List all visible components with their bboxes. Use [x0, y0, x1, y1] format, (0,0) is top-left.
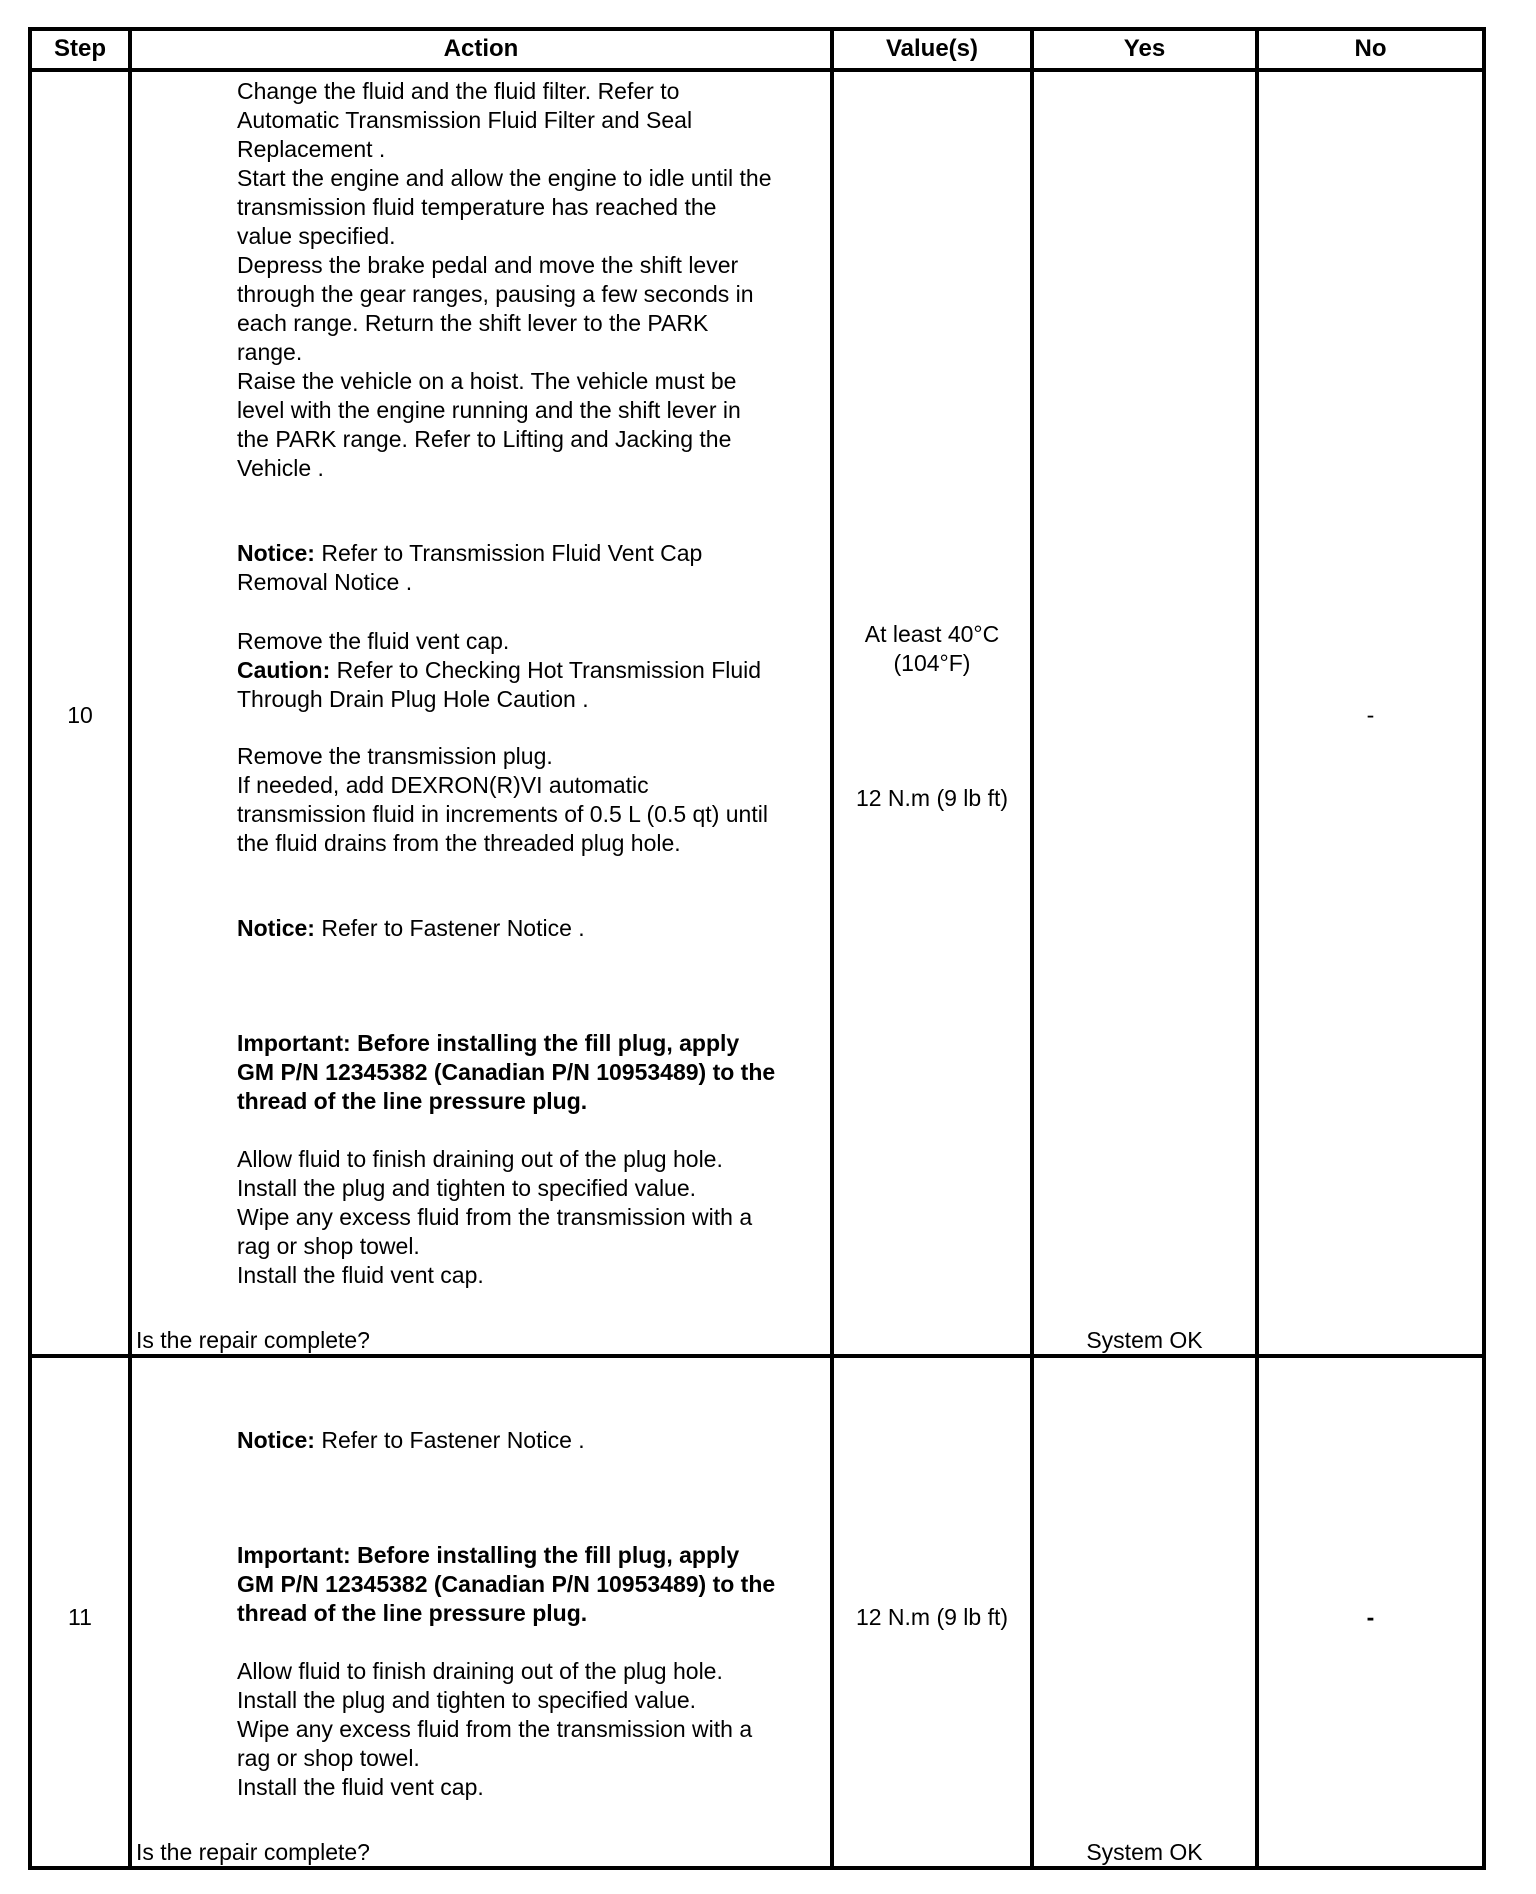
header-step: Step	[53, 35, 106, 62]
action-line: Remove the transmission plug.	[237, 743, 553, 769]
action-line: Removal Notice .	[237, 569, 413, 595]
table-border-right	[1482, 27, 1486, 1870]
header-yes: Yes	[1123, 35, 1166, 62]
col-divider-yes	[1255, 27, 1259, 1870]
step-number: 11	[68, 1604, 92, 1630]
action-line: Install the fluid vent cap.	[237, 1774, 484, 1800]
important-line: GM P/N 12345382 (Canadian P/N 10953489) to the	[237, 1059, 776, 1085]
action-line: Start the engine and allow the engine to idle until the	[237, 165, 772, 191]
action-line: value specified.	[237, 223, 396, 249]
action-line: Depress the brake pedal and move the shift lever	[237, 252, 739, 278]
important-line: Important: Before installing the fill plug, apply	[237, 1030, 740, 1056]
yes-result: System OK	[1086, 1839, 1203, 1865]
notice-label: Notice:	[237, 1427, 315, 1453]
yes-result: System OK	[1086, 1327, 1203, 1353]
notice-label: Notice:	[237, 915, 315, 941]
action-line: Install the fluid vent cap.	[237, 1262, 484, 1288]
action-line: through the gear ranges, pausing a few seconds in	[237, 281, 754, 307]
action-line: If needed, add DEXRON(R)VI automatic	[237, 772, 649, 798]
table-border-top	[28, 27, 1486, 31]
value-text: 12 N.m (9 lb ft)	[855, 785, 1009, 811]
notice-label: Notice:	[237, 540, 315, 566]
caution	[237, 656, 761, 685]
action-line: the fluid drains from the threaded plug hole.	[237, 830, 681, 856]
notice	[237, 914, 585, 943]
caution-label: Caution:	[237, 657, 331, 683]
header-action: Action	[443, 35, 519, 62]
action-line: level with the engine running and the shift lever in	[237, 397, 741, 423]
col-divider-action	[830, 27, 834, 1870]
action-line: Change the fluid and the fluid filter. Refer to	[237, 78, 680, 104]
no-result: -	[1366, 702, 1375, 728]
action-line: Install the plug and tighten to specified value.	[237, 1687, 697, 1713]
important-line: thread of the line pressure plug.	[237, 1088, 588, 1114]
value-text: (104°F)	[893, 650, 971, 676]
no-result: -	[1366, 1604, 1375, 1630]
action-line: Wipe any excess fluid from the transmission with a	[237, 1716, 753, 1742]
action-line: Remove the fluid vent cap.	[237, 628, 510, 654]
important-line: GM P/N 12345382 (Canadian P/N 10953489) to the	[237, 1571, 776, 1597]
action-line: Allow fluid to finish draining out of the plug hole.	[237, 1146, 723, 1172]
action-line: Install the plug and tighten to specified value.	[237, 1175, 697, 1201]
question: Is the repair complete?	[136, 1327, 370, 1353]
table-border-left	[28, 27, 32, 1870]
notice	[237, 1426, 585, 1455]
important-line: Important: Before installing the fill plug, apply	[237, 1542, 740, 1568]
action-line: the PARK range. Refer to Lifting and Jacking the	[237, 426, 732, 452]
col-divider-step	[128, 27, 132, 1870]
action-line: Vehicle .	[237, 455, 324, 481]
notice	[237, 539, 702, 568]
notice-text: Refer to Fastener Notice .	[314, 915, 585, 941]
caution-text: Refer to Checking Hot Transmission Fluid	[330, 657, 762, 683]
col-divider-values	[1030, 27, 1034, 1870]
notice-text: Refer to Fastener Notice .	[314, 1427, 585, 1453]
header-no: No	[1354, 35, 1387, 62]
question: Is the repair complete?	[136, 1839, 370, 1865]
value-text: At least 40°C	[864, 621, 1000, 647]
value-text: 12 N.m (9 lb ft)	[855, 1604, 1009, 1630]
action-line: Wipe any excess fluid from the transmission with a	[237, 1204, 753, 1230]
action-line: Allow fluid to finish draining out of the plug hole.	[237, 1658, 723, 1684]
action-line: Through Drain Plug Hole Caution .	[237, 686, 589, 712]
action-line: Replacement .	[237, 136, 386, 162]
step-number: 10	[67, 702, 93, 728]
action-line: Automatic Transmission Fluid Filter and Seal	[237, 107, 693, 133]
header-divider	[28, 68, 1486, 72]
action-line: transmission fluid in increments of 0.5 L (0.5 qt) until	[237, 801, 768, 827]
header-values: Value(s)	[885, 35, 979, 62]
action-line: each range. Return the shift lever to the PARK	[237, 310, 709, 336]
action-line: range.	[237, 339, 303, 365]
action-line: rag or shop towel.	[237, 1233, 420, 1259]
action-line: transmission fluid temperature has reached the	[237, 194, 717, 220]
action-line: Raise the vehicle on a hoist. The vehicle must be	[237, 368, 737, 394]
notice-text: Refer to Transmission Fluid Vent Cap	[314, 540, 703, 566]
important-line: thread of the line pressure plug.	[237, 1600, 588, 1626]
action-line: rag or shop towel.	[237, 1745, 420, 1771]
